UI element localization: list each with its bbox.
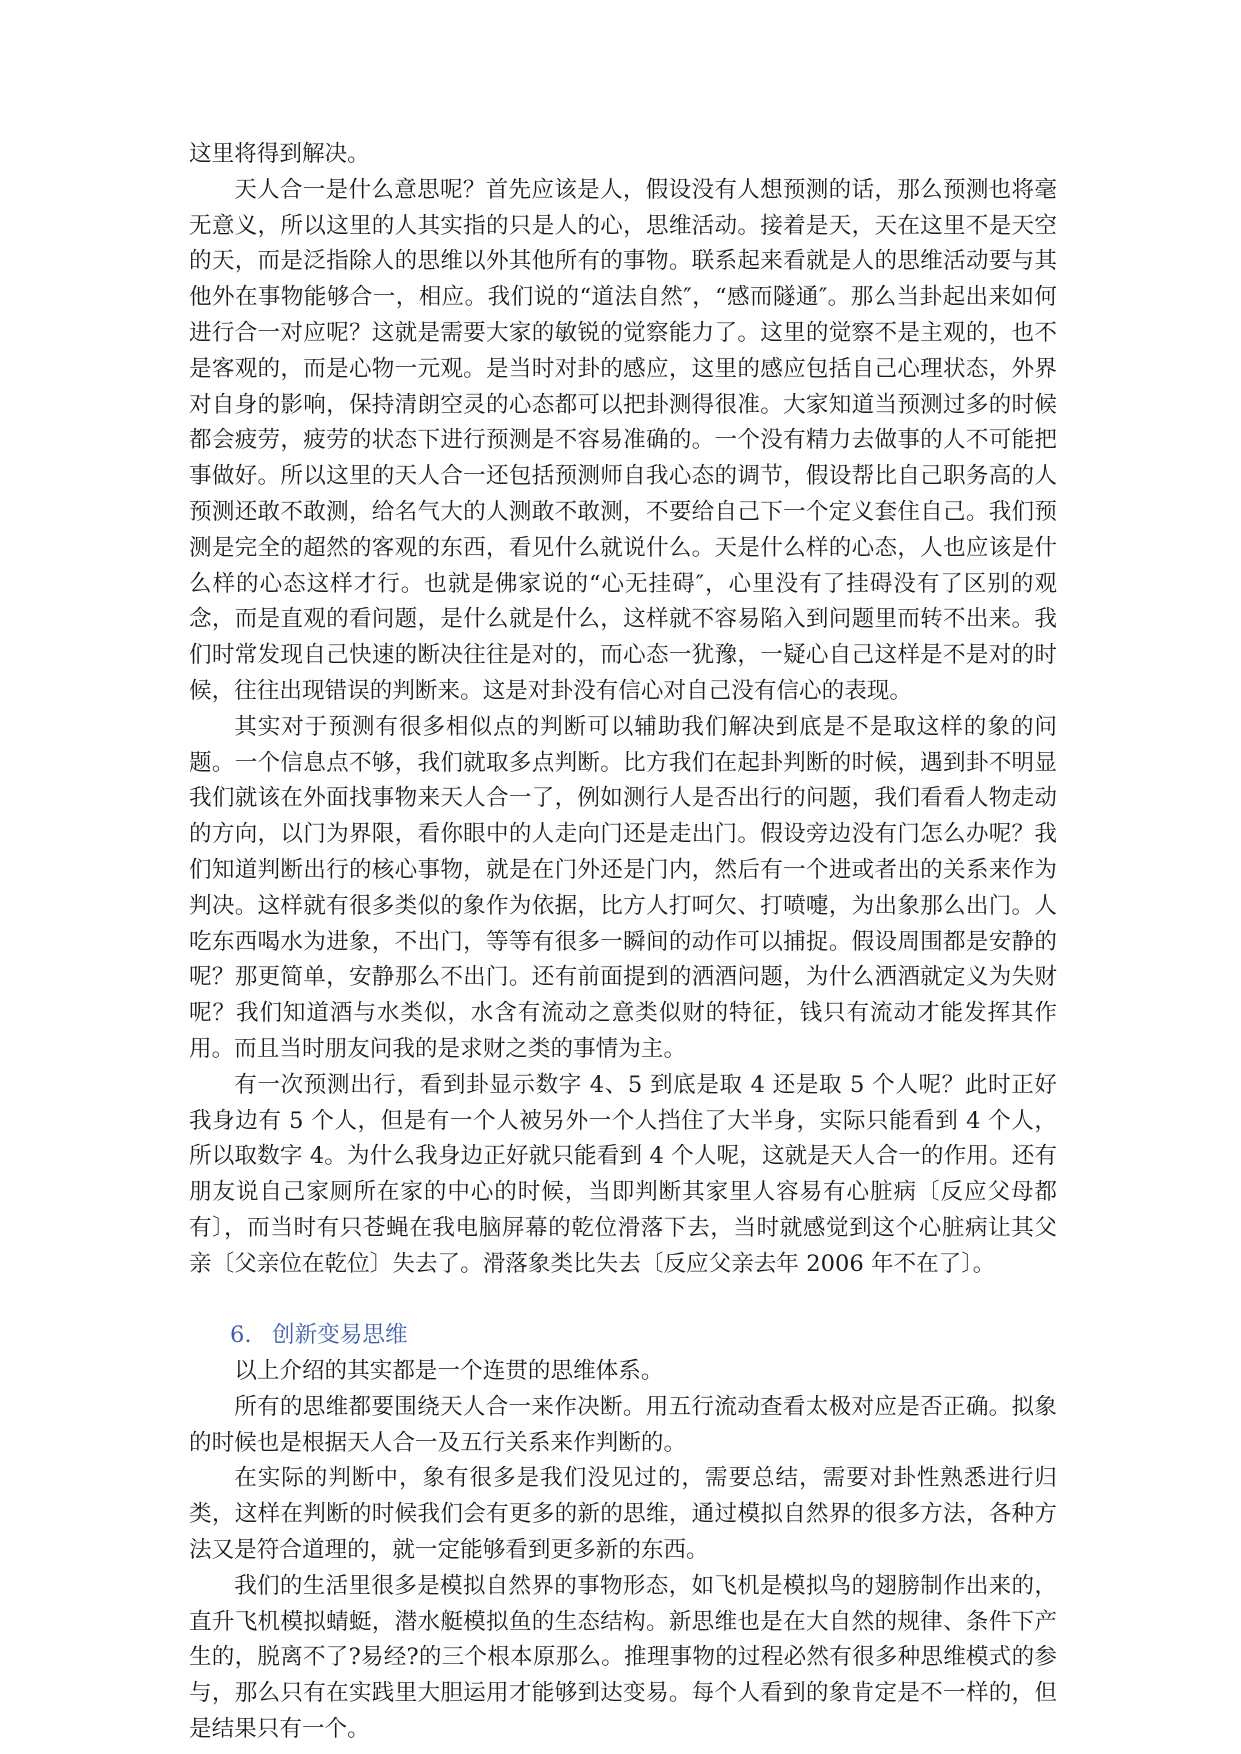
section-heading-title: 创新变易思维 [272,1322,408,1349]
paragraph-tianrenheyi-meaning: 天人合一是什么意思呢？首先应该是人，假设没有人想预测的话，那么预测也将毫无意义，所以这里的人其实指的只是人的心，思维活动。接着是天，天在这里不是天空的天，而是泛指除人的思维以外其他所有的事物。联系起来看就是人的思维活动要与其他外在事物能够合一，相应。我们说的“道法自然″，“感而隧通″。那么当卦起出来如何进行合一对应呢？这就是需要大家的敏锐的觉察能力了。这里的觉察不是主观的，也不是客观的，而是心物一元观。是当时对卦的感应，这里的感应包括自己心理状态，外界对自身的影响，保持清朗空灵的心态都可以把卦测得很准。大家知道当预测过多的时候都会疲劳，疲劳的状态下进行预测是不容易准确的。一个没有精力去做事的人不可能把事做好。所以这里的天人合一还包括预测师自我心态的调节，假设帮比自己职务高的人预测还敢不敢测，给名气大的人测敢不敢测，不要给自己下一个定义套住自己。我们预测是完全的超然的客观的东西，看见什么就说什么。天是什么样的心态，人也应该是什么样的心态这样才行。也就是佛家说的“心无挂碍″，心里没有了挂碍没有了区别的观念，而是直观的看问题，是什么就是什么，这样就不容易陷入到问题里而转不出来。我们时常发现自己快速的断决往往是对的，而心态一犹豫，一疑心自己这样是不是对的时候，往往出现错误的判断来。这是对卦没有信心对自己没有信心的表现。 [189,176,1057,704]
paragraph-imitating-nature: 我们的生活里很多是模拟自然界的事物形态，如飞机是模拟鸟的翅膀制作出来的，直升飞机模拟蜻蜓，潜水艇模拟鱼的生态结构。新思维也是在大自然的规律、条件下产生的，脱离不了?易经?的三个根本原那么。推理事物的过程必然有很多种思维模式的参与，那么只有在实践里大胆运用才能够到达变易。每个人看到的象肯定是不一样的，但是结果只有一个。 [189,1572,1057,1743]
section-heading [189,1318,1057,1354]
paragraph-continuation: 这里将得到解决。 [189,141,370,167]
paragraph-multiple-points: 其实对于预测有很多相似点的判断可以辅助我们解决到底是不是取这样的象的问题。一个信息点不够，我们就取多点判断。比方我们在起卦判断的时候，遇到卦不明显我们就该在外面找事物来天人合一了，例如测行人是否出行的问题，我们看看人物走动的方向，以门为界限，看你眼中的人走向门还是走出门。假设旁边没有门怎么办呢？我们知道判断出行的核心事物，就是在门外还是门内，然后有一个进或者出的关系来作为判决。这样就有很多类似的象作为依据，比方人打呵欠、打喷嚏，为出象那么出门。人吃东西喝水为进象，不出门，等等有很多一瞬间的动作可以捕捉。假设周围都是安静的呢？那更简单，安静那么不出门。还有前面提到的洒酒问题，为什么洒酒就定义为失财呢？我们知道酒与水类似，水含有流动之意类似财的特征，钱只有流动才能发挥其作用。而且当时朋友问我的是求财之类的事情为主。 [189,713,1057,1062]
paragraph-example-travel: 有一次预测出行，看到卦显示数字 4、5 到底是取 4 还是取 5 个人呢？此时正好我身边有 5 个人，但是有一个人被另外一个人挡住了大半身，实际只能看到 4 个人，所以取数字 4。为什么我身边正好就只能看到 4 个人呢，这就是天人合一的作用。还有朋友说自己家厕所在家的中心的时候，当即判断其家里人容易有心脏病〔反应父母都有〕，而当时有只苍蝇在我电脑屏幕的乾位滑落下去，当时就感觉到这个心脏病让其父亲〔父亲位在乾位〕失去了。滑落象类比失去〔反应父亲去年 2006 年不在了〕。 [189,1071,1057,1277]
section-heading-number: 6. [230,1322,252,1349]
document-body [189,137,1057,1748]
paragraph-all-thinking: 所有的思维都要围绕天人合一来作决断。用五行流动查看太极对应是否正确。拟象的时候也是根据天人合一及五行关系来作判断的。 [189,1393,1057,1456]
paragraph-practical-judgement: 在实际的判断中，象有很多是我们没见过的，需要总结，需要对卦性熟悉进行归类，这样在判断的时候我们会有更多的新的思维，通过模拟自然界的很多方法，各种方法又是符合道理的，就一定能够看到更多新的东西。 [189,1465,1057,1564]
paragraph-intro: 以上介绍的其实都是一个连贯的思维体系。 [234,1358,664,1385]
